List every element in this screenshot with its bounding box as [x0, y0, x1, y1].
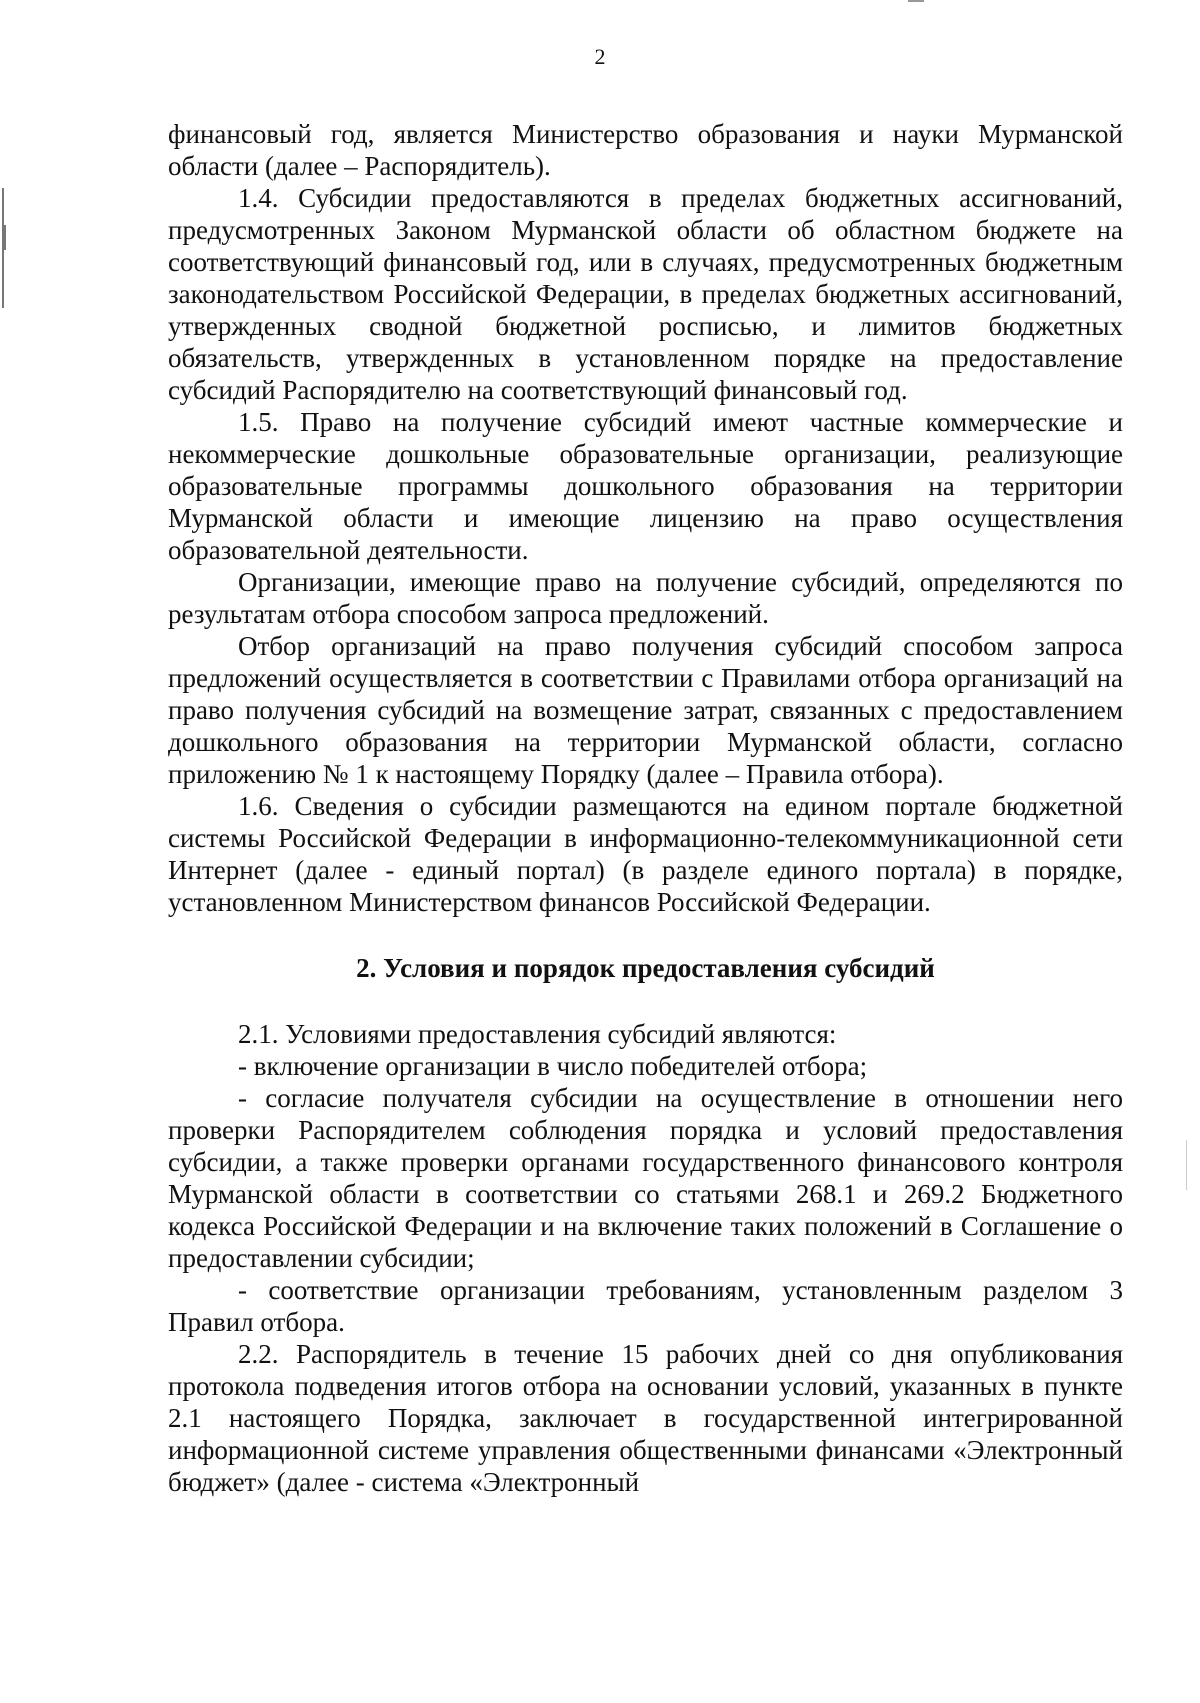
paragraph: 2.1. Условиями предоставления субсидий являются:: [238, 1019, 837, 1049]
paragraph: 2.2. Распорядитель в течение 15 рабочих дней со дня опубликования протокола подведения итогов отбора на основании условий, указанных в пункте 2.1 настоящего Порядка, заключает в государственной интегрированной информационной системе управления общественными финансами «Электронный бюджет» (далее - система «Электронный: [168, 1339, 1123, 1497]
document-body: [168, 118, 1123, 1498]
section-heading: 2. Условия и порядок предоставления субсидий: [356, 953, 935, 983]
scan-artifact-line: [1186, 1140, 1187, 1190]
paragraph: - соответствие организации требованиям, установленным разделом 3 Правил отбора.: [168, 1275, 1123, 1337]
paragraph: - согласие получателя субсидии на осуществление в отношении него проверки Распорядителем соблюдения порядка и условий предоставления субсидии, а также проверки органами государственного финансового контроля Мурманской области в соответствии со статьями 268.1 и 269.2 Бюджетного кодекса Российской Федерации и на включение таких положений в Соглашение о предоставлении субсидии;: [168, 1083, 1123, 1273]
page-number: 2: [594, 44, 606, 69]
paragraph: 1.4. Субсидии предоставляются в пределах бюджетных ассигнований, предусмотренных Законом Мурманской области об областном бюджете на соответствующий финансовый год, или в случаях, предусмотренных бюджетным законодательством Российской Федерации, в пределах бюджетных ассигнований, утвержденных сводной бюджетной росписью, и лимитов бюджетных обязательств, утвержденных в установленном порядке на предоставление субсидий Распорядителю на соответствующий финансовый год.: [168, 183, 1123, 405]
paragraph: 1.5. Право на получение субсидий имеют частные коммерческие и некоммерческие дошкольные образовательные организации, реализующие образовательные программы дошкольного образования на территории Мурманской области и имеющие лицензию на право осуществления образовательной деятельности.: [168, 407, 1123, 565]
paragraph: 1.6. Сведения о субсидии размещаются на едином портале бюджетной системы Российской Федерации в информационно-телекоммуникационной сети Интернет (далее - единый портал) (в разделе единого портала) в порядке, установленном Министерством финансов Российской Федерации.: [168, 791, 1123, 917]
paragraph: финансовый год, является Министерство образования и науки Мурманской области (далее – Распорядитель).: [168, 119, 1123, 181]
paragraphs-before-heading: [168, 118, 1123, 918]
paragraphs-after-heading: [168, 1018, 1123, 1498]
paragraph: Отбор организаций на право получения субсидий способом запроса предложений осуществляется в соответствии с Правилами отбора организаций на право получения субсидий на возмещение затрат, связанных с предоставлением дошкольного образования на территории Мурманской области, согласно приложению № 1 к настоящему Порядку (далее – Правила отбора).: [168, 631, 1123, 789]
paragraph: - включение организации в число победителей отбора;: [238, 1051, 868, 1081]
paragraph: Организации, имеющие право на получение субсидий, определяются по результатам отбора способом запроса предложений.: [168, 567, 1123, 629]
scan-artifact-line: [908, 0, 924, 2]
scan-artifact-line: [4, 225, 6, 250]
